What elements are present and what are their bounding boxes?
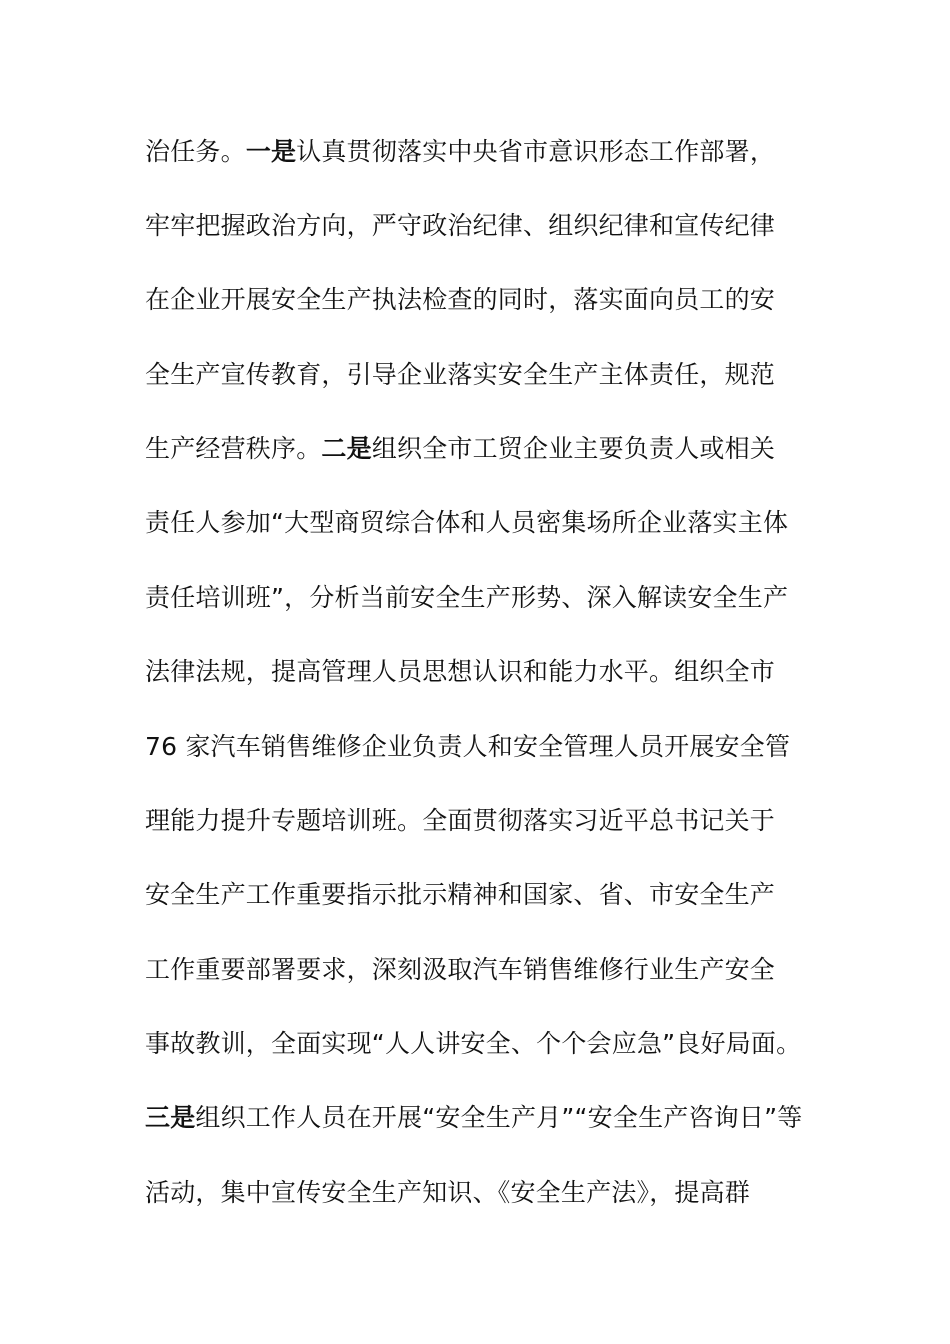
text-span: 组织工作人员在开展“安全生产月”“安全生产咨询日”等 <box>195 1103 803 1132</box>
text-span: 生产经营秩序。 <box>145 434 322 463</box>
text-line <box>145 727 810 767</box>
text-line <box>145 875 810 915</box>
text-line <box>145 578 810 618</box>
text-span: 在企业开展安全生产执法检查的同时，落实面向员工的安 <box>145 285 776 314</box>
text-line <box>145 652 810 692</box>
text-span: 76 家汽车销售维修企业负责人和安全管理人员开展安全管 <box>145 732 791 761</box>
text-line <box>145 503 810 543</box>
bold-marker: 二是 <box>321 434 372 463</box>
bold-marker: 三是 <box>145 1103 196 1132</box>
text-span: 责任人参加“大型商贸综合体和人员密集场所企业落实主体 <box>145 508 789 537</box>
text-span: 事故教训，全面实现“人人讲安全、个个会应急”良好局面。 <box>145 1029 802 1058</box>
text-span: 安全生产工作重要指示批示精神和国家、省、市安全生产 <box>145 880 776 909</box>
text-line <box>145 355 810 395</box>
text-line <box>145 206 810 246</box>
text-span: 治任务。 <box>145 137 246 166</box>
text-span: 理能力提升专题培训班。全面贯彻落实习近平总书记关于 <box>145 806 776 835</box>
text-span: 责任培训班”，分析当前安全生产形势、深入解读安全生产 <box>145 583 789 612</box>
text-span: 活动，集中宣传安全生产知识、《安全生产法》，提高群 <box>145 1178 751 1207</box>
text-span: 牢牢把握政治方向，严守政治纪律、组织纪律和宣传纪律 <box>145 211 776 240</box>
text-line <box>145 1173 810 1213</box>
text-span: 工作重要部署要求，深刻汲取汽车销售维修行业生产安全 <box>145 955 776 984</box>
text-span: 法律法规，提高管理人员思想认识和能力水平。组织全市 <box>145 657 776 686</box>
text-line <box>145 1098 810 1138</box>
text-line <box>145 1024 810 1064</box>
text-line <box>145 132 810 172</box>
text-span: 组织全市工贸企业主要负责人或相关 <box>371 434 776 463</box>
bold-marker: 一是 <box>245 137 297 166</box>
text-span: 全生产宣传教育，引导企业落实安全生产主体责任，规范 <box>145 360 776 389</box>
text-line <box>145 801 810 841</box>
text-line <box>145 950 810 990</box>
text-line <box>145 280 810 320</box>
text-line <box>145 429 810 469</box>
text-span: 认真贯彻落实中央省市意识形态工作部署， <box>296 137 776 166</box>
